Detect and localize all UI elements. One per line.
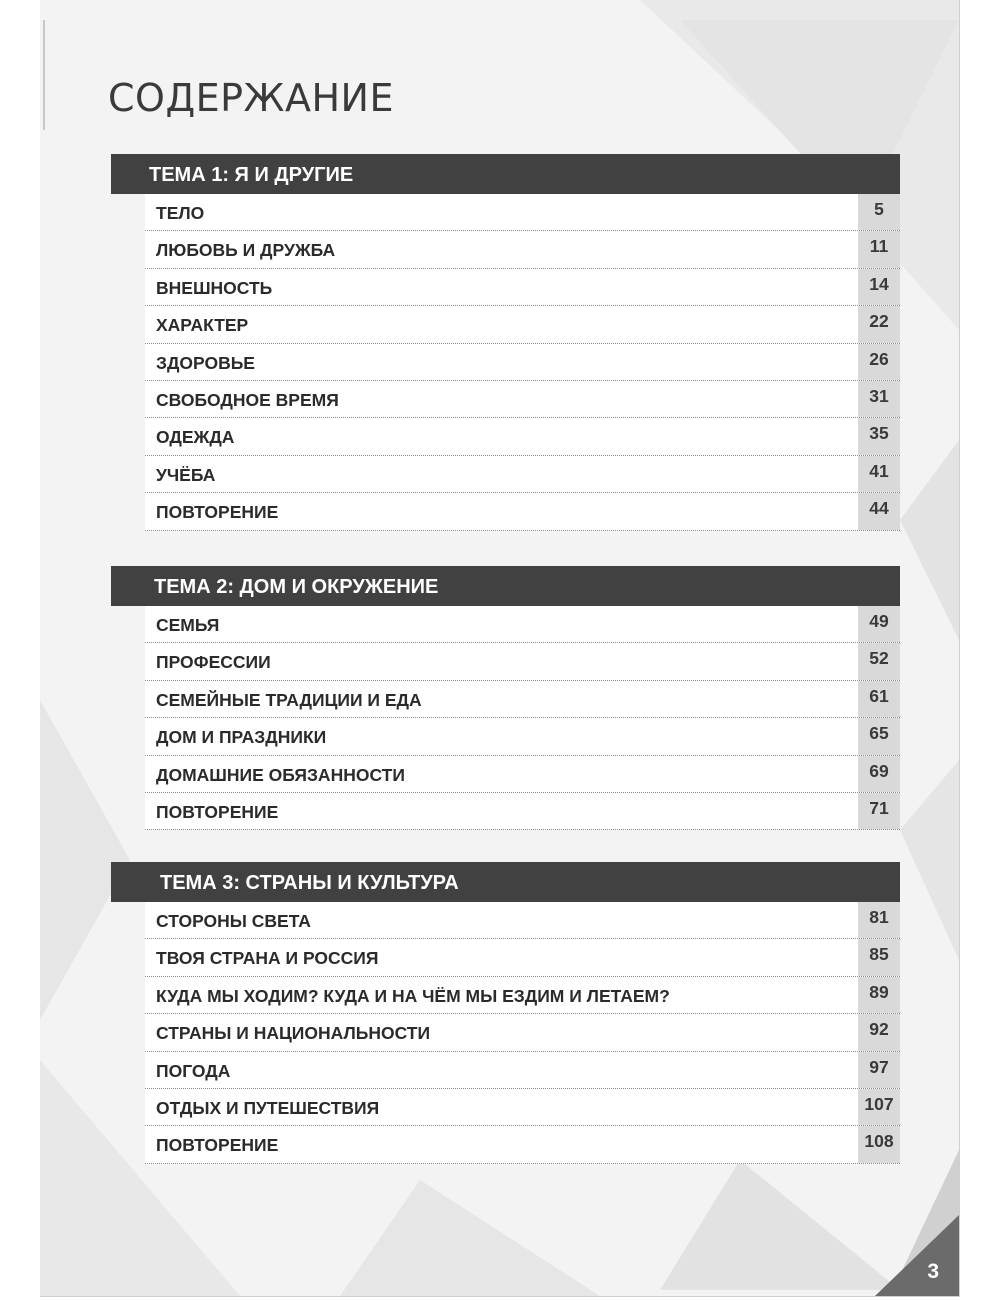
bg-shape [340,1180,600,1296]
entry-page: 92 [858,1014,900,1050]
entry-title: ОДЕЖДА [156,427,235,448]
corner-mark [43,20,45,130]
entry-page: 71 [858,793,900,829]
section-rows [145,902,900,1164]
entry-page: 22 [858,306,900,342]
toc-entry[interactable] [145,194,900,231]
entry-title: ЗДОРОВЬЕ [156,352,255,373]
entry-page: 107 [858,1089,900,1125]
entry-title: ХАРАКТЕР [156,315,249,336]
entry-page: 97 [858,1052,900,1088]
toc-entry[interactable] [145,344,900,381]
toc-entry[interactable] [145,756,900,793]
bg-shape [900,440,959,640]
toc-entry[interactable] [145,493,900,530]
toc-entry[interactable] [145,793,900,830]
entry-page: 69 [858,756,900,792]
section-2 [111,566,900,830]
toc-entry[interactable] [145,1052,900,1089]
entry-title: КУДА МЫ ХОДИМ? КУДА И НА ЧЁМ МЫ ЕЗДИМ И ЛЕТАЕМ? [156,985,670,1006]
toc-entry[interactable] [145,418,900,455]
entry-page: 14 [858,269,900,305]
entry-page: 11 [858,231,900,267]
toc-entry[interactable] [145,977,900,1014]
toc-entry[interactable] [145,643,900,680]
entry-title: УЧЁБА [156,464,216,485]
entry-title: СЕМЕЙНЫЕ ТРАДИЦИИ И ЕДА [156,689,422,710]
entry-title: СЕМЬЯ [156,615,220,635]
entry-title: ПОВТОРЕНИЕ [156,502,279,523]
section-3 [111,862,900,1164]
toc-entry[interactable] [145,456,900,493]
toc-entry[interactable] [145,381,900,418]
section-heading: ТЕМА 3: СТРАНЫ И КУЛЬТУРА [111,862,900,902]
section-heading: ТЕМА 2: ДОМ И ОКРУЖЕНИЕ [111,566,900,606]
toc-entry[interactable] [145,306,900,343]
entry-title: СВОБОДНОЕ ВРЕМЯ [156,389,339,410]
entry-page: 26 [858,344,900,380]
entry-page: 35 [858,418,900,454]
toc-entry[interactable] [145,902,900,939]
entry-page: 31 [858,381,900,417]
toc-entry[interactable] [145,1126,900,1163]
entry-page: 85 [858,939,900,975]
toc-entry[interactable] [145,606,900,643]
toc-entry[interactable] [145,231,900,268]
section-rows [145,606,900,830]
entry-page: 108 [858,1126,900,1162]
entry-title: ОТДЫХ И ПУТЕШЕСТВИЯ [156,1097,380,1118]
section-heading: ТЕМА 1: Я И ДРУГИЕ [111,154,900,194]
entry-title: ПРОФЕССИИ [156,652,271,673]
entry-page: 65 [858,718,900,754]
entry-page: 5 [858,194,900,230]
bg-shape [660,1160,900,1290]
toc-entry[interactable] [145,681,900,718]
entry-title: ПОВТОРЕНИЕ [156,801,279,822]
toc-entry[interactable] [145,939,900,976]
entry-page: 61 [858,681,900,717]
page-number: 3 [927,1260,939,1283]
document-page [40,0,960,1297]
entry-title: ДОМАШНИЕ ОБЯЗАННОСТИ [156,764,405,785]
toc-entry[interactable] [145,269,900,306]
entry-page: 89 [858,977,900,1013]
entry-page: 49 [858,606,900,642]
entry-title: ПОВТОРЕНИЕ [156,1135,279,1156]
entry-title: ТВОЯ СТРАНА И РОССИЯ [156,948,379,969]
entry-page: 44 [858,493,900,529]
toc-entry[interactable] [145,718,900,755]
entry-title: ДОМ И ПРАЗДНИКИ [156,727,327,748]
entry-title: ПОГОДА [156,1060,231,1081]
entry-page: 81 [858,902,900,938]
entry-page: 52 [858,643,900,679]
entry-title: ЛЮБОВЬ И ДРУЖБА [156,240,336,261]
page-title: СОДЕРЖАНИЕ [108,76,394,120]
bg-shape [900,760,959,960]
section-rows [145,194,900,531]
entry-title: СТОРОНЫ СВЕТА [156,911,311,931]
toc-entry[interactable] [145,1014,900,1051]
section-1 [111,154,900,531]
entry-page: 41 [858,456,900,492]
entry-title: ТЕЛО [156,203,205,223]
toc-entry[interactable] [145,1089,900,1126]
entry-title: СТРАНЫ И НАЦИОНАЛЬНОСТИ [156,1023,431,1044]
entry-title: ВНЕШНОСТЬ [156,277,273,298]
